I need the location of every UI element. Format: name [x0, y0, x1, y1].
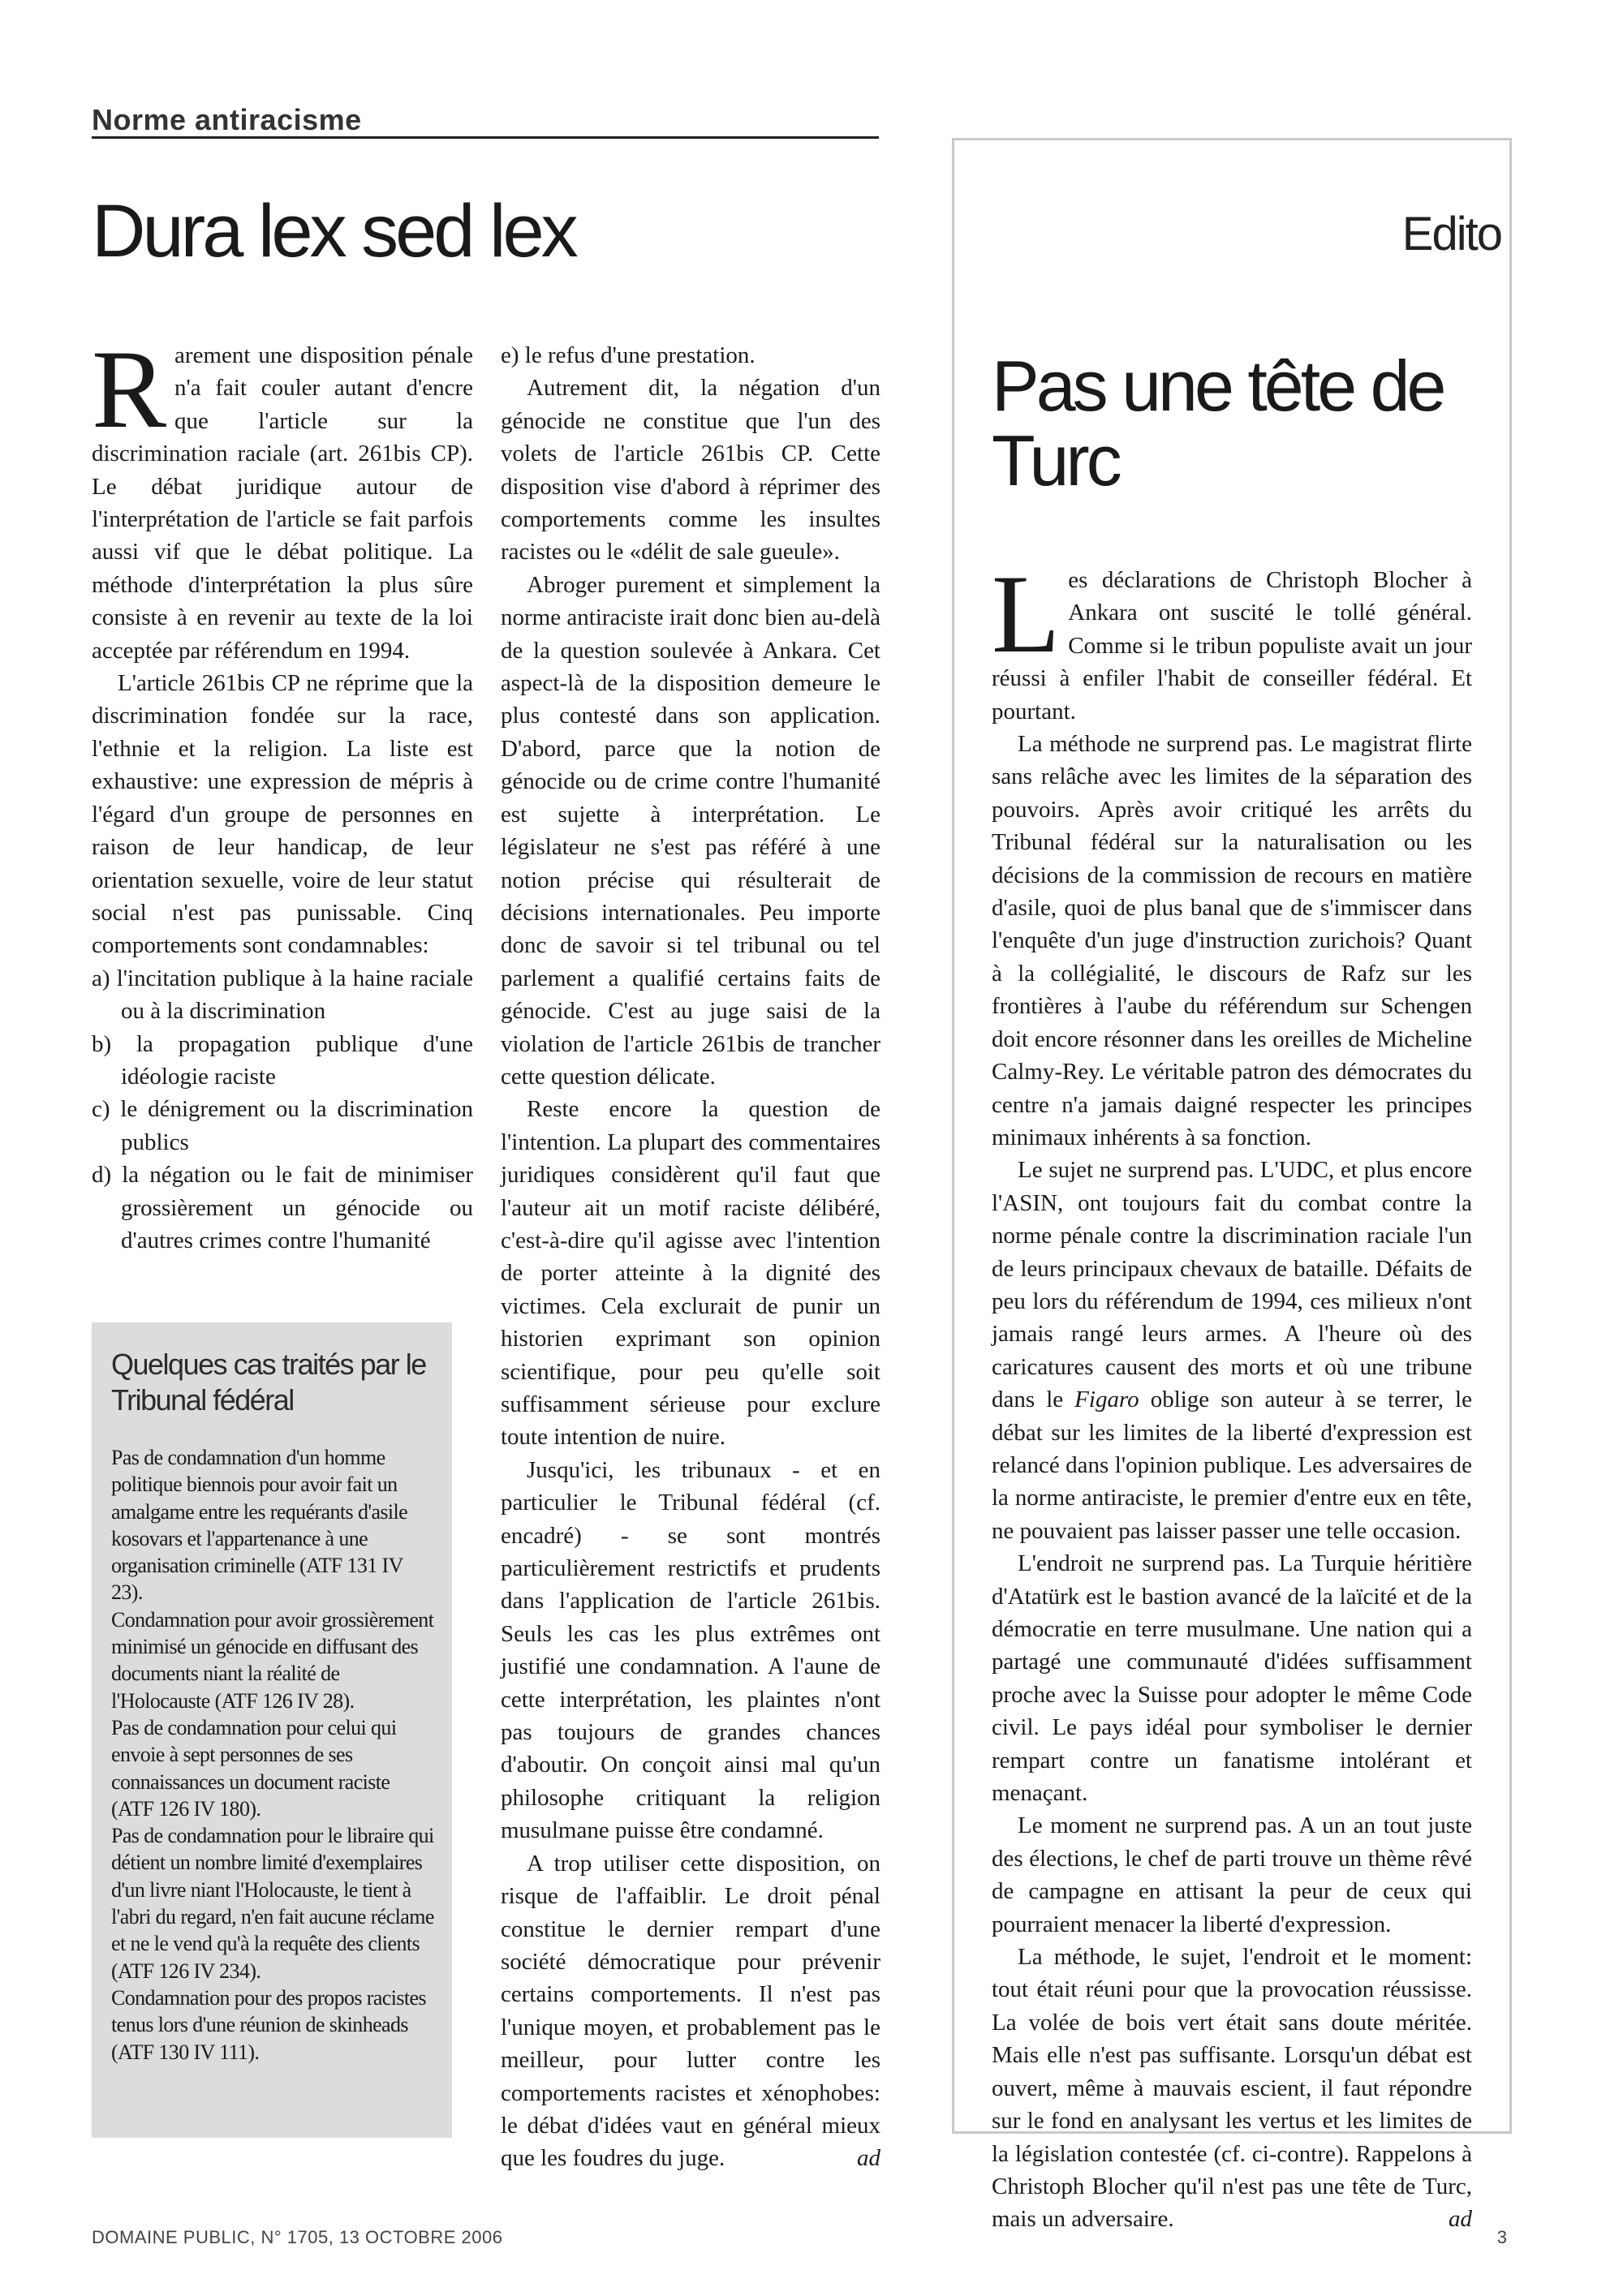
- list-item: e) le refus d'une prestation.: [501, 342, 756, 368]
- edito-column: [992, 552, 1472, 2236]
- behavior-list: [92, 962, 473, 1258]
- case-item: Condamnation pour avoir grossièrement minimisé un génocide en diffusant des documents niant la réalité de l'Holocauste (ATF 126 IV 28).: [111, 1607, 434, 1713]
- case-law-box: [92, 1322, 452, 2138]
- list-item: a) l'incitation publique à la haine raciale ou à la discrimination: [92, 965, 473, 1025]
- case-item: Pas de condamnation pour le libraire qui détient un nombre limité d'exemplaires d'un livre niant l'Holocauste, le tient à l'abri du regard, n'en fait aucune réclame et ne le vend qu'à la requête des clients (ATF 126 IV 234).: [111, 1824, 434, 1983]
- newspaper-name: Figaro: [1074, 1387, 1139, 1413]
- list-item: b) la propagation publique d'une idéologie raciste: [92, 1030, 473, 1090]
- box-title: Quelques cas traités par le Tribunal fédéral: [111, 1348, 426, 1417]
- list-item: c) le dénigrement ou la discrimination publics: [92, 1096, 473, 1155]
- edito-paragraph: L'endroit ne surprend pas. La Turquie héritière d'Atatürk est le bastion avancé de la laïcité et de la démocratie en terre musulmane. Une nation qui a partagé une communauté d'idées suffisamment proche avec la Suisse pour adopter le même Code civil. Le pays idéal pour symboliser le dernier rempart contre un fanatisme intolérant et menaçant.: [992, 1550, 1472, 1807]
- article-paragraph: Jusqu'ici, les tribunaux - et en particulier le Tribunal fédéral (cf. encadré) - se sont montrés particulièrement restrictifs et prudents dans l'application de l'article 261bis. Seuls les cas les plus extrêmes ont justifié une condamnation. A l'aune de cette interprétation, les plaintes n'ont pas toujours de grandes chances d'aboutir. On conçoit ainsi mal qu'un philosophe critiquant la religion musulmane puisse être condamné.: [501, 1456, 880, 1844]
- edito-paragraph: Le moment ne surprend pas. A un an tout juste des élections, le chef de parti trouve un thème rêvé de campagne en attisant la peur de ceux qui pourraient menacer la liberté d'expression.: [992, 1812, 1472, 1937]
- page-number: 3: [1496, 2227, 1507, 2247]
- list-item: d) la négation ou le fait de minimiser grossièrement un génocide ou d'autres crimes contre l'humanité: [92, 1162, 473, 1253]
- case-item: Pas de condamnation d'un homme politique biennois pour avoir fait un amalgame entre les requérants d'asile kosovars et l'appartenance à une organisation criminelle (ATF 131 IV 23).: [111, 1446, 408, 1605]
- edito-paragraph: La méthode ne surprend pas. Le magistrat flirte sans relâche avec les limites de la séparation des pouvoirs. Après avoir critiqué les arrêts du Tribunal fédéral sur la naturalisation ou les décisions de la commission de recours en matière d'asile, quoi de plus banal que de s'immiscer dans l'enquête d'un juge d'instruction zurichois? Quant à la collégialité, le discours de Rafz sur les frontières à l'aube du référendum sur Schengen doit encore résonner dans les oreilles de Micheline Calmy-Rey. Le véritable patron des démocrates du centre n'a jamais daigné respecter les principes minimaux inhérents à sa fonction.: [992, 731, 1472, 1150]
- edito-label: Edito: [1401, 208, 1501, 260]
- article-column-middle: [501, 339, 880, 2175]
- section-label: Norme antiracisme: [92, 103, 362, 136]
- case-item: Pas de condamnation pour celui qui envoie à sept personnes de ses connaissances un document raciste (ATF 126 IV 180).: [111, 1715, 397, 1821]
- box-text: [111, 1444, 436, 2066]
- footer-publication: DOMAINE PUBLIC, N° 1705, 13 OCTOBRE 2006: [92, 2227, 503, 2247]
- article-signature: ad: [857, 2145, 880, 2172]
- article-paragraph: L'article 261bis CP ne réprime que la discrimination fondée sur la race, l'ethnie et la religion. La liste est exhaustive: une expression de mépris à l'égard d'un groupe de personnes en raison de leur handicap, de leur orientation sexuelle, voire de leur statut social n'est pas punissable. Cinq comportements sont condamnables:: [92, 670, 473, 959]
- article-paragraph: Rarement une disposition pénale n'a fait couler autant d'encre que l'article sur la discrimination raciale (art. 261bis CP). Le débat juridique autour de l'interprétation de l'article se fait parfois aussi vif que le débat politique. La méthode d'interprétation la plus sûre consiste à en revenir au texte de la loi acceptée par référendum en 1994.: [92, 327, 473, 664]
- edito-paragraph: Le sujet ne surprend pas. L'UDC, et plus encore l'ASIN, ont toujours fait du combat contre la norme pénale contre la discrimination raciale l'un de leurs principaux chevaux de bataille. Défaits de peu lors du référendum de 1994, ces milieux n'ont jamais rangé leurs armes. A l'heure où des caricatures causent des morts et où une tribune dans le Figaro oblige son auteur à se terrer, le débat sur les limites de la liberté d'expression est relancé dans l'opinion publique. Les adversaires de la norme antiraciste, le premier d'entre eux en tête, ne pouvaient pas laisser passer une telle occasion.: [992, 1157, 1472, 1544]
- article-paragraph: Reste encore la question de l'intention. La plupart des commentaires juridiques considèrent qu'il faut que l'auteur ait un motif raciste délibéré, c'est-à-dire qu'il agisse avec l'intention de porter atteinte à la dignité des victimes. Cela exclurait de punir un historien exprimant son opinion scientifique, pour peu qu'elle soit suffisamment sérieuse pour exclure toute intention de nuire.: [501, 1096, 880, 1451]
- section-divider: [92, 136, 879, 139]
- behavior-list-continued: [501, 339, 880, 372]
- article-paragraph: A trop utiliser cette disposition, on risque de l'affaiblir. Le droit pénal constitue le dernier rempart d'une société démocratique pour prévenir certains comportements. Il n'est pas l'unique moyen, et probablement pas le meilleur, pour lutter contre les comportements racistes et xénophobes: le débat d'idées vaut en général mieux que les foudres du juge. ad: [501, 1847, 880, 2175]
- article-paragraph: Abroger purement et simplement la norme antiraciste irait donc bien au-delà de la question soulevée à Ankara. Cet aspect-là de la disposition demeure le plus contesté dans son application. D'abord, parce que la notion de génocide ou de crime contre l'humanité est sujette à interprétation. Le législateur ne s'est pas référé à une notion précise qui résulterait de décisions internationales. Peu importe donc de savoir si tel tribunal ou tel parlement a qualifié certains faits de génocide. C'est au juge saisi de la violation de l'article 261bis de trancher cette question délicate.: [501, 571, 880, 1090]
- drop-cap: R: [92, 327, 167, 451]
- case-item: Condamnation pour des propos racistes tenus lors d'une réunion de skinheads (ATF 130 IV 111).: [111, 1985, 426, 2064]
- edito-title: Pas une tête de Turc: [992, 346, 1444, 501]
- drop-cap: L: [992, 552, 1061, 676]
- edito-paragraph: La méthode, le sujet, l'endroit et le moment: tout était réuni pour que la provocation réussisse. La volée de bois vert était sans doute méritée. Mais elle n'est pas suffisante. Lorsqu'un débat est ouvert, même à mauvais escient, il faut répondre sur le fond en analysant les vertus et les limites de la législation contestée (cf. ci-contre). Rappelons à Christoph Blocher qu'il n'est pas une tête de Turc, mais un adversaire. ad: [992, 1941, 1472, 2236]
- edito-signature: ad: [1449, 2206, 1472, 2233]
- article-title: Dura lex sed lex: [92, 190, 575, 273]
- edito-paragraph: Les déclarations de Christoph Blocher à Ankara ont suscité le tollé général. Comme si le tribun populiste avait un jour réussi à enfiler l'habit de conseiller fédéral. Et pourtant.: [992, 552, 1472, 724]
- article-column-left: [92, 327, 473, 1257]
- article-paragraph: Autrement dit, la négation d'un génocide ne constitue que l'un des volets de l'article 261bis CP. Cette disposition vise d'abord à réprimer des comportements comme les insultes racistes ou le «délit de sale gueule».: [501, 375, 880, 565]
